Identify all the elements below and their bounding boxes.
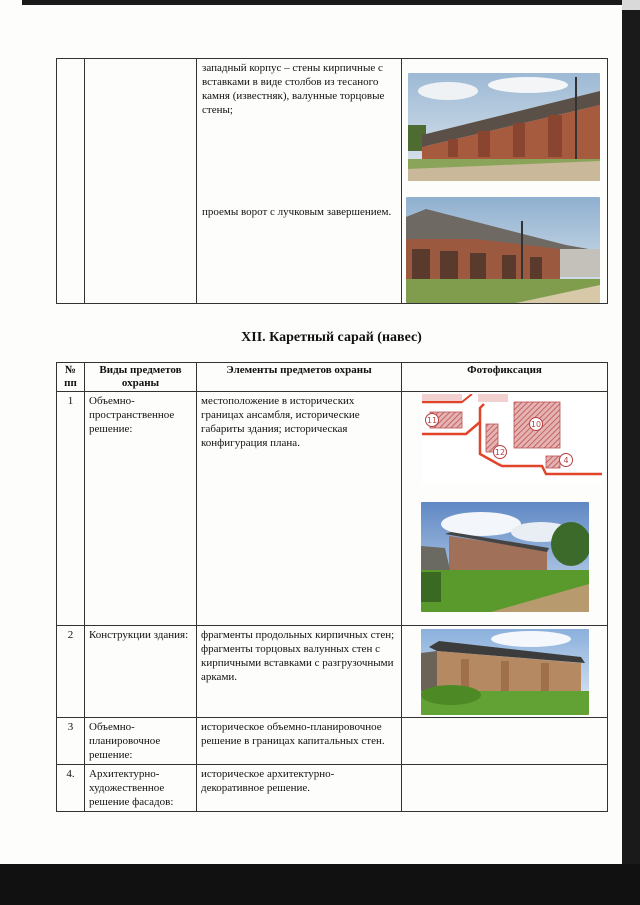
table-row: [57, 626, 608, 718]
header-elements: Элементы предметов охраны: [197, 363, 402, 392]
table-row: [57, 765, 608, 812]
continuation-type-cell: [85, 59, 197, 304]
row-type: Объемно-пространственное решение:: [85, 392, 197, 626]
row-elements: фрагменты продольных кирпичных стен; фрагменты торцовых валунных стен с кирпичными вставками с разгрузочными арками.: [197, 626, 402, 718]
gate-arches-photo: [406, 197, 600, 303]
header-types: Виды предметов охраны: [85, 363, 197, 392]
row-elements: историческое архитектурно-декоративное решение.: [197, 765, 402, 812]
row-type: Объемно-планировочное решение:: [85, 718, 197, 765]
plan-marker: 12: [494, 448, 506, 457]
row-photo-cell: [402, 718, 608, 765]
row-type: Архитектурно-художественное решение фасадов:: [85, 765, 197, 812]
protection-table: [56, 362, 608, 812]
west-building-photo: [408, 73, 600, 181]
plan-marker: 10: [530, 420, 542, 429]
table-row: [57, 718, 608, 765]
table-row: [57, 392, 608, 626]
site-plan-map: [422, 394, 602, 484]
continuation-text-lower: проемы ворот с лучковым завершением.: [202, 206, 392, 218]
table-header-row: [57, 363, 608, 392]
continuation-num-cell: [57, 59, 85, 304]
row-type: Конструкции здания:: [85, 626, 197, 718]
row-photo-cell: [402, 626, 608, 718]
continuation-row: [57, 59, 608, 304]
continuation-photo-cell: [402, 59, 608, 304]
row-num: 4.: [57, 765, 85, 812]
scan-edge-right: [622, 10, 640, 905]
continuation-table: [56, 58, 608, 304]
row-photo-cell: [402, 392, 608, 626]
header-num: № пп: [57, 363, 85, 392]
row-elements: местоположение в исторических границах ансамбля, исторические габариты здания; историческая конфигурация плана.: [197, 392, 402, 626]
plan-marker: 11: [426, 416, 438, 425]
row-photo-cell: [402, 765, 608, 812]
scan-edge-top: [22, 0, 622, 5]
row-num: 2: [57, 626, 85, 718]
continuation-text-upper: западный корпус – стены кирпичные с вставками в виде столбов из тесаного камня (известняк), валунные торцовые стены;: [202, 62, 385, 116]
scan-edge-bottom: [0, 864, 640, 905]
row-num: 1: [57, 392, 85, 626]
row-elements: историческое объемно-планировочное решение в границах капитальных стен.: [197, 718, 402, 765]
carriage-shed-photo: [421, 502, 589, 612]
shed-wall-photo: [421, 629, 589, 715]
header-photo: Фотофиксация: [402, 363, 608, 392]
section-title: XII. Каретный сарай (навес): [241, 330, 422, 345]
plan-marker: 4: [563, 456, 569, 465]
continuation-elements-cell: [197, 59, 402, 304]
row-num: 3: [57, 718, 85, 765]
